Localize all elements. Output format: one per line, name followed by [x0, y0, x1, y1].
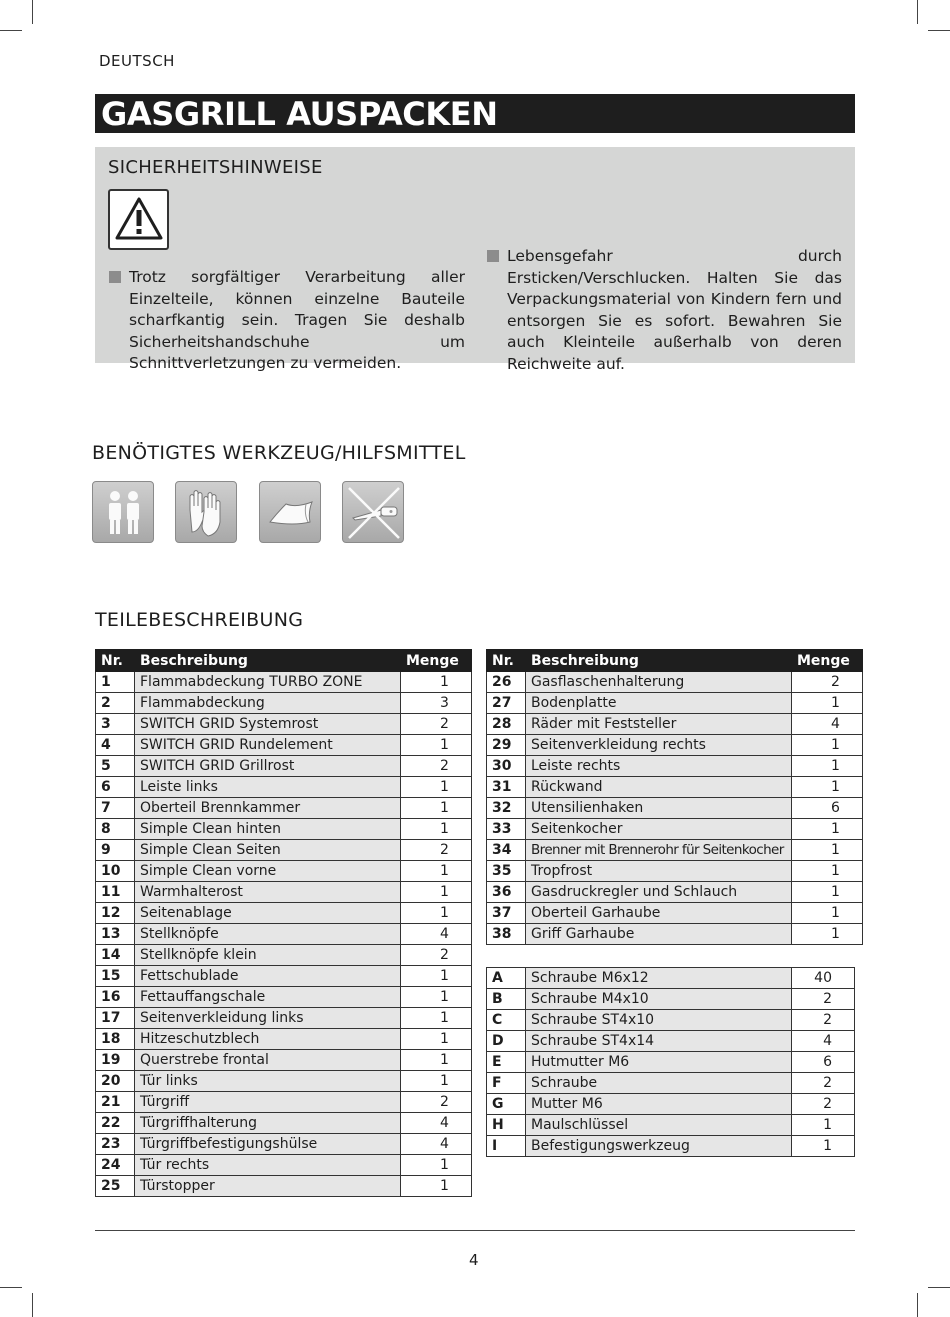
- part-number: 26: [487, 672, 526, 693]
- table-row: [487, 924, 863, 945]
- part-quantity: 1: [792, 924, 863, 945]
- part-number: I: [487, 1136, 526, 1157]
- part-quantity: 4: [792, 1031, 855, 1052]
- parts-heading: TEILEBESCHREIBUNG: [95, 609, 304, 631]
- part-quantity: 2: [401, 840, 472, 861]
- table-row: [96, 966, 472, 987]
- table-header-row: [487, 650, 863, 672]
- two-persons-icon: [92, 481, 154, 543]
- part-quantity: 1: [401, 1008, 472, 1029]
- part-description: Warmhalterost: [135, 882, 401, 903]
- part-description: Mutter M6: [526, 1094, 792, 1115]
- table-row: [96, 924, 472, 945]
- part-description: Tropfrost: [526, 861, 792, 882]
- crop-mark: [917, 0, 918, 24]
- part-description: Hutmutter M6: [526, 1052, 792, 1073]
- parts-table-left: [95, 649, 472, 1197]
- part-number: 16: [96, 987, 135, 1008]
- part-number: 33: [487, 819, 526, 840]
- no-knife-icon: [342, 481, 404, 543]
- table-row: [96, 1134, 472, 1155]
- table-row: [487, 735, 863, 756]
- table-row: [96, 1029, 472, 1050]
- crop-mark: [0, 1287, 22, 1288]
- part-number: 13: [96, 924, 135, 945]
- part-quantity: 1: [401, 819, 472, 840]
- crop-mark: [32, 0, 33, 24]
- table-row: [487, 1115, 855, 1136]
- part-quantity: 1: [792, 1136, 855, 1157]
- table-row: [487, 840, 863, 861]
- part-number: 8: [96, 819, 135, 840]
- part-number: 35: [487, 861, 526, 882]
- table-row: [96, 840, 472, 861]
- part-description: Befestigungswerkzeug: [526, 1136, 792, 1157]
- part-description: Schraube: [526, 1073, 792, 1094]
- part-number: 29: [487, 735, 526, 756]
- table-row: [487, 861, 863, 882]
- part-number: E: [487, 1052, 526, 1073]
- crop-mark: [928, 30, 950, 31]
- cloth-icon: [259, 481, 321, 543]
- part-description: Flammabdeckung: [135, 693, 401, 714]
- bullet-marker: [487, 250, 499, 262]
- part-number: B: [487, 989, 526, 1010]
- table-row: [487, 714, 863, 735]
- table-row: [96, 798, 472, 819]
- part-number: 38: [487, 924, 526, 945]
- part-quantity: 2: [792, 1073, 855, 1094]
- part-number: 1: [96, 672, 135, 693]
- part-number: 17: [96, 1008, 135, 1029]
- part-description: Simple Clean Seiten: [135, 840, 401, 861]
- part-description: Simple Clean hinten: [135, 819, 401, 840]
- table-row: [96, 1050, 472, 1071]
- part-description: SWITCH GRID Rundelement: [135, 735, 401, 756]
- part-description: Brenner mit Brennerohr für Seitenkocher: [526, 840, 792, 861]
- part-description: Fettauffangschale: [135, 987, 401, 1008]
- part-number: C: [487, 1010, 526, 1031]
- table-row: [487, 903, 863, 924]
- column-header-description: Beschreibung: [135, 650, 401, 672]
- part-description: Stellknöpfe: [135, 924, 401, 945]
- part-number: 19: [96, 1050, 135, 1071]
- part-description: Rückwand: [526, 777, 792, 798]
- table-row: [96, 777, 472, 798]
- part-number: 3: [96, 714, 135, 735]
- table-row: [487, 1136, 855, 1157]
- hardware-table: [486, 967, 855, 1157]
- part-quantity: 6: [792, 798, 863, 819]
- part-number: 31: [487, 777, 526, 798]
- part-description: Stellknöpfe klein: [135, 945, 401, 966]
- bullet-marker: [109, 271, 121, 283]
- table-row: [96, 756, 472, 777]
- table-row: [487, 756, 863, 777]
- part-quantity: 1: [792, 693, 863, 714]
- safety-note-suffocation: [507, 246, 842, 375]
- table-row: [487, 1073, 855, 1094]
- part-quantity: 2: [401, 714, 472, 735]
- tools-heading: BENÖTIGTES WERKZEUG/HILFSMITTEL: [92, 442, 466, 464]
- part-description: Leiste links: [135, 777, 401, 798]
- part-quantity: 1: [401, 1071, 472, 1092]
- part-number: 23: [96, 1134, 135, 1155]
- part-description: Leiste rechts: [526, 756, 792, 777]
- part-description: Gasdruckregler und Schlauch: [526, 882, 792, 903]
- part-description: Flammabdeckung TURBO ZONE: [135, 672, 401, 693]
- table-row: [96, 1176, 472, 1197]
- table-row: [487, 1052, 855, 1073]
- part-description: Seitenablage: [135, 903, 401, 924]
- part-quantity: 1: [401, 735, 472, 756]
- part-quantity: 4: [792, 714, 863, 735]
- part-quantity: 1: [792, 735, 863, 756]
- part-description: Bodenplatte: [526, 693, 792, 714]
- part-description: Türgriff: [135, 1092, 401, 1113]
- part-number: 34: [487, 840, 526, 861]
- part-quantity: 1: [401, 966, 472, 987]
- part-quantity: 1: [401, 1029, 472, 1050]
- part-number: 24: [96, 1155, 135, 1176]
- table-row: [96, 672, 472, 693]
- part-description: Seitenkocher: [526, 819, 792, 840]
- part-description: Tür links: [135, 1071, 401, 1092]
- table-row: [96, 903, 472, 924]
- part-description: Fettschublade: [135, 966, 401, 987]
- part-description: Seitenverkleidung rechts: [526, 735, 792, 756]
- column-header-description: Beschreibung: [526, 650, 792, 672]
- part-number: 22: [96, 1113, 135, 1134]
- part-number: 21: [96, 1092, 135, 1113]
- part-quantity: 1: [792, 756, 863, 777]
- part-description: SWITCH GRID Grillrost: [135, 756, 401, 777]
- part-quantity: 2: [792, 672, 863, 693]
- part-quantity: 1: [792, 903, 863, 924]
- part-number: 4: [96, 735, 135, 756]
- part-number: 15: [96, 966, 135, 987]
- part-quantity: 1: [401, 672, 472, 693]
- part-description: Utensilienhaken: [526, 798, 792, 819]
- crop-mark: [917, 1293, 918, 1317]
- part-number: 18: [96, 1029, 135, 1050]
- table-row: [487, 693, 863, 714]
- part-quantity: 3: [401, 693, 472, 714]
- part-quantity: 2: [792, 989, 855, 1010]
- crop-mark: [32, 1293, 33, 1317]
- crop-mark: [0, 30, 22, 31]
- part-quantity: 4: [401, 924, 472, 945]
- column-header-quantity: Menge: [401, 650, 472, 672]
- part-quantity: 1: [401, 861, 472, 882]
- safety-heading: SICHERHEITSHINWEISE: [108, 157, 323, 178]
- part-description: Schraube ST4x14: [526, 1031, 792, 1052]
- table-row: [487, 672, 863, 693]
- part-description: Schraube M6x12: [526, 968, 792, 989]
- table-row: [487, 1031, 855, 1052]
- table-row: [96, 1008, 472, 1029]
- part-quantity: 1: [401, 1176, 472, 1197]
- table-row: [96, 1092, 472, 1113]
- part-number: H: [487, 1115, 526, 1136]
- part-quantity: 1: [792, 861, 863, 882]
- part-description: Türgriffhalterung: [135, 1113, 401, 1134]
- part-description: Oberteil Brennkammer: [135, 798, 401, 819]
- table-row: [487, 968, 855, 989]
- part-quantity: 6: [792, 1052, 855, 1073]
- table-row: [487, 882, 863, 903]
- language-label: DEUTSCH: [99, 52, 175, 70]
- table-row: [96, 735, 472, 756]
- part-quantity: 1: [401, 798, 472, 819]
- part-description: Seitenverkleidung links: [135, 1008, 401, 1029]
- part-number: 10: [96, 861, 135, 882]
- part-number: 27: [487, 693, 526, 714]
- part-number: 14: [96, 945, 135, 966]
- crop-mark: [928, 1287, 950, 1288]
- part-quantity: 1: [401, 777, 472, 798]
- table-row: [487, 1010, 855, 1031]
- part-number: 2: [96, 693, 135, 714]
- part-quantity: 1: [401, 882, 472, 903]
- part-number: 12: [96, 903, 135, 924]
- column-header-nr: Nr.: [487, 650, 526, 672]
- part-quantity: 1: [792, 882, 863, 903]
- table-row: [96, 1071, 472, 1092]
- table-row: [487, 1094, 855, 1115]
- part-quantity: 4: [401, 1113, 472, 1134]
- part-quantity: 1: [792, 840, 863, 861]
- warning-triangle-icon: [108, 189, 169, 250]
- part-description: SWITCH GRID Systemrost: [135, 714, 401, 735]
- table-row: [96, 861, 472, 882]
- safety-note-sharp-edges: [129, 267, 465, 375]
- part-number: F: [487, 1073, 526, 1094]
- parts-table-right: [486, 649, 863, 945]
- safety-note-text: Lebensgefahr durch Ersticken/Verschlucken. Halten Sie das Verpackungsmaterial von Kindern fern und entsorgen Sie es sofort. Bewahren Sie auch Kleinteile außerhalb von deren Reichweite auf.: [507, 247, 842, 373]
- part-number: 5: [96, 756, 135, 777]
- part-quantity: 2: [792, 1094, 855, 1115]
- part-number: 11: [96, 882, 135, 903]
- gloves-icon: [175, 481, 237, 543]
- part-number: 36: [487, 882, 526, 903]
- table-row: [96, 1155, 472, 1176]
- part-quantity: 1: [401, 1050, 472, 1071]
- part-description: Griff Garhaube: [526, 924, 792, 945]
- part-number: 20: [96, 1071, 135, 1092]
- table-row: [96, 819, 472, 840]
- part-number: 28: [487, 714, 526, 735]
- part-description: Simple Clean vorne: [135, 861, 401, 882]
- part-quantity: 40: [792, 968, 855, 989]
- part-number: G: [487, 1094, 526, 1115]
- part-description: Türstopper: [135, 1176, 401, 1197]
- part-quantity: 1: [792, 777, 863, 798]
- part-description: Maulschlüssel: [526, 1115, 792, 1136]
- table-row: [487, 798, 863, 819]
- part-quantity: 1: [401, 1155, 472, 1176]
- part-description: Gasflaschenhalterung: [526, 672, 792, 693]
- part-quantity: 4: [401, 1134, 472, 1155]
- part-description: Hitzeschutzblech: [135, 1029, 401, 1050]
- table-header-row: [96, 650, 472, 672]
- part-description: Schraube M4x10: [526, 989, 792, 1010]
- part-number: 37: [487, 903, 526, 924]
- part-description: Querstrebe frontal: [135, 1050, 401, 1071]
- part-quantity: 2: [401, 756, 472, 777]
- part-number: 6: [96, 777, 135, 798]
- column-header-quantity: Menge: [792, 650, 863, 672]
- page-number: 4: [469, 1251, 479, 1269]
- part-description: Schraube ST4x10: [526, 1010, 792, 1031]
- part-number: 32: [487, 798, 526, 819]
- part-number: 25: [96, 1176, 135, 1197]
- footer-divider: [95, 1230, 855, 1231]
- part-description: Oberteil Garhaube: [526, 903, 792, 924]
- safety-note-text: Trotz sorgfältiger Verarbeitung aller Einzelteile, können einzelne Bauteile scharfkantig sein. Tragen Sie deshalb Sicherheitshandschuhe um Schnittverletzungen zu vermeiden.: [129, 268, 465, 372]
- table-row: [96, 987, 472, 1008]
- part-description: Räder mit Feststeller: [526, 714, 792, 735]
- table-row: [96, 714, 472, 735]
- part-number: 7: [96, 798, 135, 819]
- table-row: [487, 989, 855, 1010]
- table-row: [487, 777, 863, 798]
- part-quantity: 2: [401, 1092, 472, 1113]
- page-title: GASGRILL AUSPACKEN: [95, 94, 855, 133]
- table-row: [96, 945, 472, 966]
- table-row: [96, 1113, 472, 1134]
- part-description: Türgriffbefestigungshülse: [135, 1134, 401, 1155]
- part-number: 30: [487, 756, 526, 777]
- part-quantity: 2: [792, 1010, 855, 1031]
- safety-notice-panel: [95, 147, 855, 373]
- part-number: A: [487, 968, 526, 989]
- part-quantity: 1: [792, 819, 863, 840]
- part-quantity: 2: [401, 945, 472, 966]
- table-row: [96, 882, 472, 903]
- part-quantity: 1: [401, 903, 472, 924]
- part-quantity: 1: [401, 987, 472, 1008]
- part-description: Tür rechts: [135, 1155, 401, 1176]
- part-quantity: 1: [792, 1115, 855, 1136]
- part-number: D: [487, 1031, 526, 1052]
- part-number: 9: [96, 840, 135, 861]
- table-row: [487, 819, 863, 840]
- table-row: [96, 693, 472, 714]
- column-header-nr: Nr.: [96, 650, 135, 672]
